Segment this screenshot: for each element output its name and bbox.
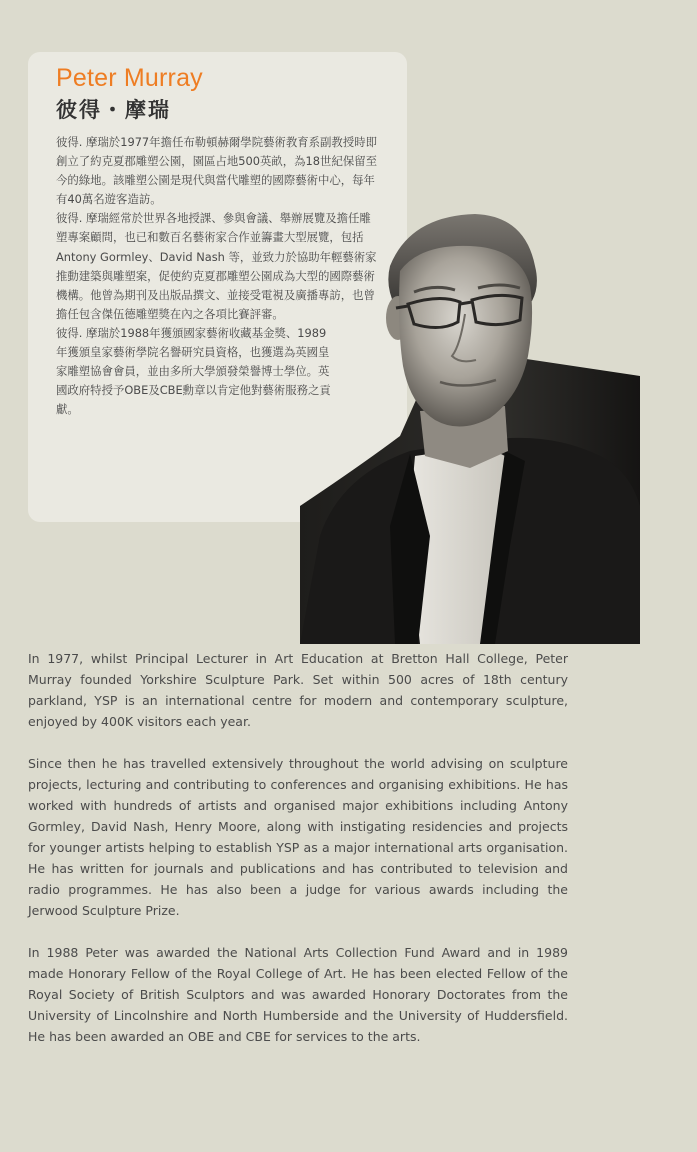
bio-zh-paragraph-1: 彼得. 摩瑞於1977年擔任布勒頓赫爾學院藝術教育系副教授時即創立了約克夏郡雕塑公園，園區占地500英畝，為18世紀保留至今的綠地。該雕塑公園是現代與當代雕塑的國際藝術中心，每年有40萬名遊客造訪。	[56, 135, 378, 207]
bio-en-paragraph-3: In 1988 Peter was awarded the National Arts Collection Fund Award and in 1989 made Honorary Fellow of the Royal College of Art. He has been elected Fellow of the Royal Society of British Sculptors and was awarded Honorary Doctorates from the University of Lincolnshire and North Humberside and the University of Huddersfield. He has been awarded an OBE and CBE for services to the arts.	[28, 945, 568, 1044]
name-english: Peter Murray	[56, 64, 203, 92]
bio-en-paragraph-2: Since then he has travelled extensively throughout the world advising on sculpture projects, lecturing and contributing to conferences and organising exhibitions. He has worked with hundreds of artists and organised major exhibitions including Antony Gormley, David Nash, Henry Moore, along with instigating residencies and projects for younger artists helping to establish YSP as a major international arts organisation. He has written for journals and publications and has contributed to television and radio programmes. He has also been a judge for various awards including the Jerwood Sculpture Prize.	[28, 756, 568, 918]
bio-zh-paragraph-3: 彼得. 摩瑞於1988年獲頒國家藝術收藏基金獎、1989年獲頒皇家藝術學院名譽研究員資格，也獲選為英國皇家雕塑協會會員，並由多所大學頒發榮譽博士學位。英國政府特授予OBE及CBE勳章以肯定他對藝術服務之貢獻。	[56, 325, 331, 417]
bio-english	[28, 648, 568, 1068]
name-chinese: 彼得・摩瑞	[56, 98, 171, 122]
bio-zh-paragraph-2: 彼得. 摩瑞經常於世界各地授課、參與會議、舉辦展覽及擔任雕塑專案顧問，也已和數百名藝術家合作並籌畫大型展覽，包括Antony Gormley、David Nash 等，並致力於協助年輕藝術家推動建築與雕塑案，促使約克夏郡雕塑公園成為大型的國際藝術機構。他曾為期刊及出版品撰文、並接受電視及廣播專訪，也曾擔任包含傑伍德雕塑獎在內之各項比賽評審。	[56, 211, 377, 321]
bio-en-paragraph-1: In 1977, whilst Principal Lecturer in Art Education at Bretton Hall College, Peter Murray founded Yorkshire Sculpture Park. Set within 500 acres of 18th century parkland, YSP is an international centre for modern and contemporary sculpture, enjoyed by 400K visitors each year.	[28, 651, 568, 729]
portrait-photo	[300, 206, 640, 644]
